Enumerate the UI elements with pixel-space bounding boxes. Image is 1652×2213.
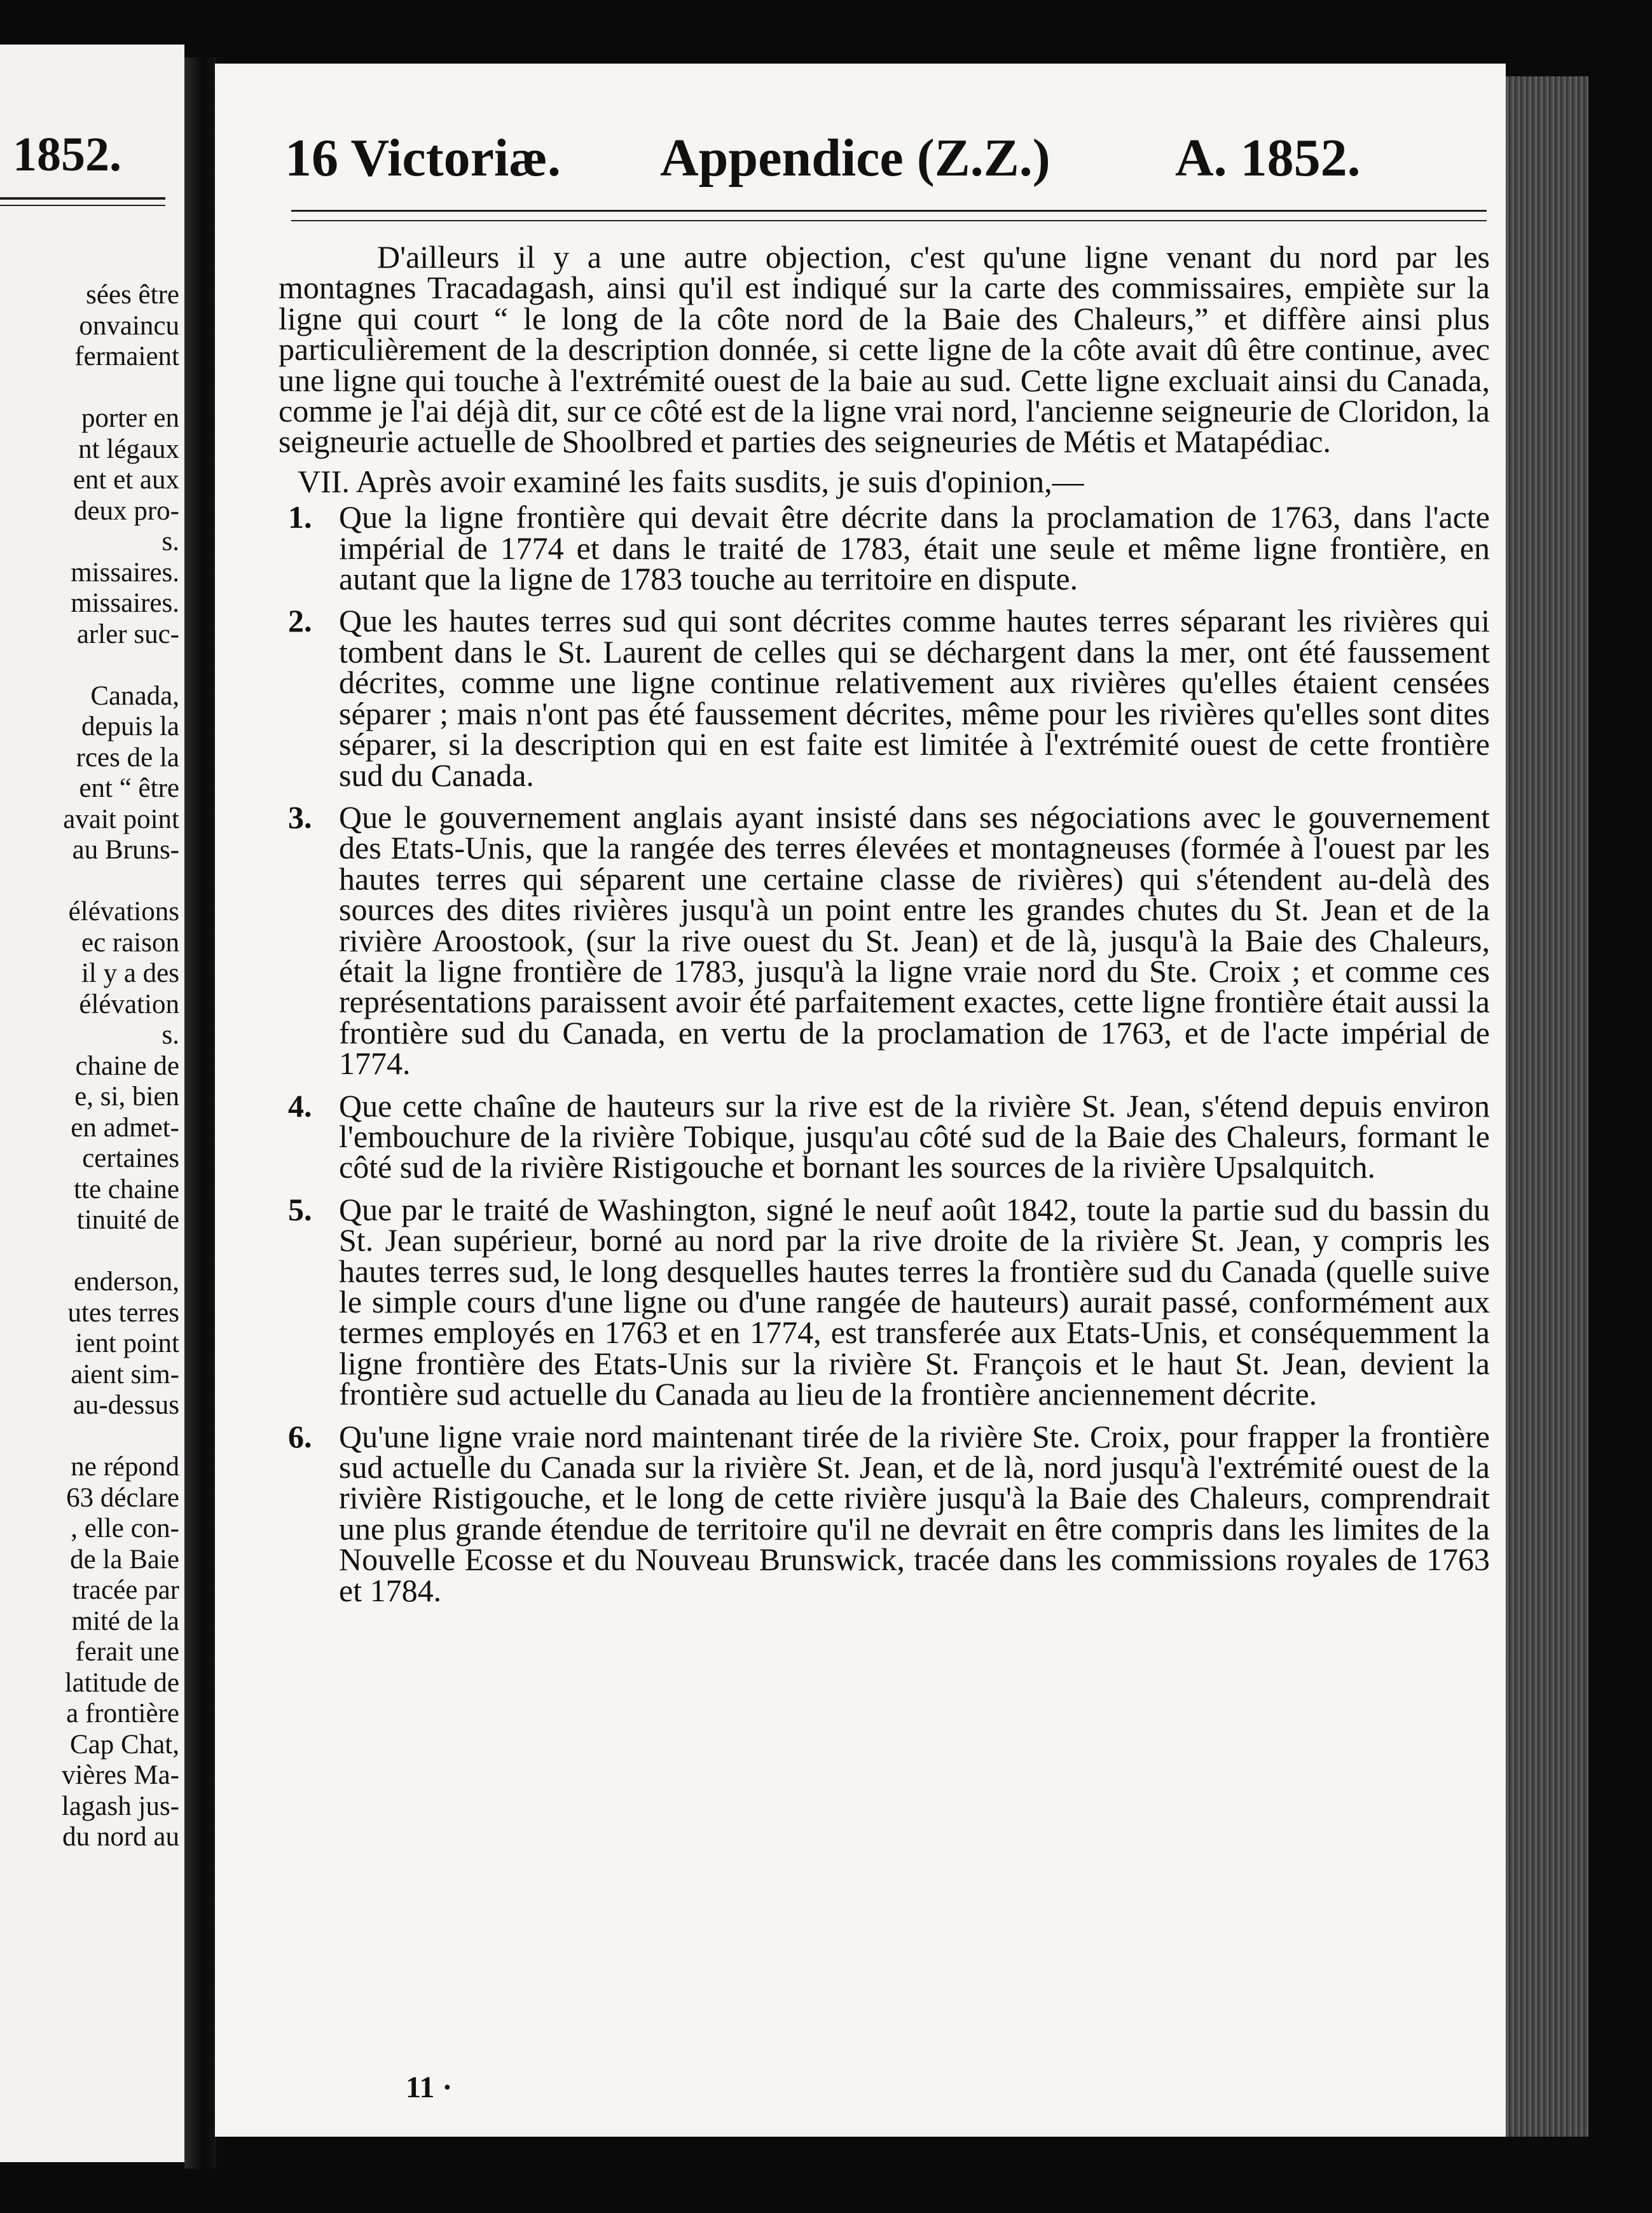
left-page-line: au Bruns- xyxy=(72,835,179,865)
left-page-line: 63 déclare xyxy=(66,1482,179,1513)
opinion-item-number: 3. xyxy=(288,799,312,835)
opinion-item xyxy=(279,799,1490,1082)
book-gutter xyxy=(184,57,216,2168)
left-page-line: ec raison xyxy=(81,927,179,958)
left-page-line: du nord au xyxy=(62,1822,179,1852)
left-page-line: deux pro- xyxy=(74,495,179,526)
left-page-line: a frontière xyxy=(66,1699,179,1728)
opinion-item xyxy=(279,603,1490,793)
left-page-line xyxy=(0,1421,179,1452)
left-page-line: mité de la xyxy=(71,1606,179,1636)
left-page-line: utes terres xyxy=(67,1297,179,1328)
opinion-item-number: 4. xyxy=(288,1087,312,1124)
opinion-item-text: Qu'une ligne vraie nord maintenant tirée de la rivière Ste. Croix, pour frapper la frontière sud actuelle du Canada sur la rivière St. Jean, et de là, nord jusqu'à l'extrémité ouest de la rivière Ristigouche, et le long de cette rivière jusqu'à la Baie des Chaleurs, comprendrait une plus grande étendue de territoire qu'il ne devrait en être compris dans les limites de la Nouvelle Ecosse et du Nouveau Brunswick, tracée dans les commissions royales de 1763 et 1784. xyxy=(339,1418,1490,1608)
left-page-line: onvaincu xyxy=(79,310,179,341)
signature-mark: 11 · xyxy=(406,2071,453,2104)
left-page-line: lagash jus- xyxy=(61,1791,179,1821)
opinion-item-number: 2. xyxy=(288,603,312,639)
left-facing-page xyxy=(0,45,184,2162)
left-page-line: aient sim- xyxy=(71,1359,179,1389)
left-header-rule-thin xyxy=(0,205,165,206)
left-page-line: depuis la xyxy=(81,712,179,741)
left-page-line: tinuité de xyxy=(76,1205,179,1235)
left-page-line: certaines xyxy=(82,1143,179,1173)
opinion-item-text: Que la ligne frontière qui devait être décrite dans la proclamation de 1763, dans l'acte impérial de 1774 et dans le traité de 1783, était une seule et même ligne frontière, en autant que la ligne de 1783 touche au territoire en dispute. xyxy=(339,499,1490,597)
left-page-line: Canada, xyxy=(90,680,179,711)
intro-paragraph: D'ailleurs il y a une autre objection, c'est qu'une ligne venant du nord par les montagnes Tracadagash, ainsi qu'il est indiqué sur la carte des commissaires, empiète sur la ligne qui court “ le long de la côte nord de la Baie des Chaleurs,” et diffère ainsi plus particulièrement de la description donnée, si cette ligne de la côte avait dû être continue, avec une ligne qui touche à l'extrémité ouest de la baie au sud. Cette ligne excluait ainsi du Canada, comme je l'ai déjà dit, sur ce côté est de la ligne vrai nord, l'ancienne seigneurie de Cloridon, la seigneurie actuelle de Shoolbred et parties des seigneuries de Métis et Matapédiac. xyxy=(279,239,1490,460)
left-header-rule xyxy=(0,197,165,200)
left-page-line: e, si, bien xyxy=(74,1082,179,1112)
opinion-list xyxy=(279,499,1490,1608)
left-page-line: latitude de xyxy=(64,1667,179,1698)
left-page-line: tracée par xyxy=(72,1575,179,1605)
left-page-line xyxy=(0,650,179,681)
page-body xyxy=(279,239,1490,1617)
opinion-item xyxy=(279,1191,1490,1412)
left-page-year: 1852. xyxy=(13,128,121,181)
left-page-line: , elle con- xyxy=(71,1513,179,1543)
running-head-year: A. 1852. xyxy=(1175,128,1361,188)
header-rule xyxy=(291,210,1487,212)
left-page-line: tte chaine xyxy=(74,1174,179,1204)
left-page-line: fermaient xyxy=(74,341,179,371)
left-page-line: en admet- xyxy=(71,1112,179,1143)
header-rule-thin xyxy=(291,220,1487,221)
running-head-appendix: Appendice (Z.Z.) xyxy=(660,128,1050,188)
left-page-line: enderson, xyxy=(74,1267,179,1297)
left-page-line: ne répond xyxy=(71,1452,179,1482)
left-page-line: ferait une xyxy=(75,1637,179,1667)
left-page-line: Cap Chat, xyxy=(70,1729,179,1760)
page-block-edge xyxy=(1506,76,1588,2137)
running-head-session: 16 Victoriæ. xyxy=(285,128,561,188)
left-page-line: ent “ être xyxy=(79,773,179,803)
left-page-line: vières Ma- xyxy=(61,1760,179,1790)
left-page-line: missaires. xyxy=(71,588,179,618)
left-page-line: ent et aux xyxy=(72,465,179,495)
left-page-line: s. xyxy=(162,1020,179,1050)
opinion-item-text: Que cette chaîne de hauteurs sur la rive est de la rivière St. Jean, s'étend depuis environ l'embouchure de la rivière Tobique, jusqu'au côté sud de la Baie des Chaleurs, formant le côté sud de la rivière Ristigouche et bornant les sources de la rivière Upsalquitch. xyxy=(339,1087,1490,1185)
left-page-line: rces de la xyxy=(76,742,179,773)
left-page-line: s. xyxy=(162,527,179,556)
left-page-line: élévations xyxy=(68,897,179,927)
opinion-item-number: 1. xyxy=(288,499,312,535)
left-page-line: élévation xyxy=(79,989,179,1019)
left-page-line: de la Baie xyxy=(70,1544,179,1575)
section-heading: VII. Après avoir examiné les faits susdits, je suis d'opinion,— xyxy=(298,463,1084,499)
opinion-item xyxy=(279,1418,1490,1608)
opinion-item-text: Que par le traité de Washington, signé le neuf août 1842, toute la partie sud du bassin du St. Jean supérieur, borné au nord par la rive droite de la rivière St. Jean, y compris les hautes terres sud, le long desquelles hautes terres la frontière sud du Canada (quelle suive le simple cours d'une ligne ou d'une rangée de hauteurs) aurait passé, conformément aux termes employés en 1763 et en 1774, est transferée aux Etats-Unis, et conséquemment la ligne frontière des Etats-Unis sur la rivière St. François et le haut St. Jean, devient la frontière sud actuelle du Canada au lieu de la frontière anciennement décrite. xyxy=(339,1191,1490,1412)
left-page-line: ient point xyxy=(75,1328,179,1358)
left-page-line: chaine de xyxy=(75,1051,179,1081)
opinion-item-text: Que le gouvernement anglais ayant insisté dans ses négociations avec le gouvernement des Etats-Unis, que la rangée des terres élevées et montagneuses (formée à l'ouest par les hautes terres qui séparent une certaine classe de rivières) qui s'étendent au-delà des sources des dites rivières jusqu'à un point entre les grandes chutes du St. Jean et de la rivière Aroostook, (sur la rive ouest du St. Jean) et de là, jusqu'à la Baie des Chaleurs, était la ligne frontière de 1783, jusqu'à la ligne vraie nord du Ste. Croix ; et comme ces représentations paraissent avoir été parfaitement exactes, cette ligne frontière était aussi la frontière sud du Canada, en vertu de la proclamation de 1763, et de l'acte impérial de 1774. xyxy=(339,799,1490,1082)
opinion-item-text: Que les hautes terres sud qui sont décrites comme hautes terres séparant les rivières qui tombent dans le St. Laurent de celles qui se déchargent dans la mer, ont été faussement décrites, comme une ligne continue relativement aux rivières qu'elles étaient censées séparer ; mais n'ont pas été faussement décrites, même pour les rivières qu'elles sont dites séparer, si la description qui en est faite est limitée à l'extrémité ouest de cette frontière sud du Canada. xyxy=(339,603,1490,793)
left-page-text-fragments xyxy=(0,280,179,1853)
right-page xyxy=(215,64,1506,2137)
left-page-line: avait point xyxy=(63,804,179,834)
left-page-line: sées être xyxy=(86,280,179,310)
left-page-line: porter en xyxy=(81,403,179,433)
left-page-line: il y a des xyxy=(81,958,179,988)
left-page-line: missaires. xyxy=(71,557,179,588)
opinion-item-number: 5. xyxy=(288,1191,312,1227)
left-page-line: arler suc- xyxy=(76,619,179,649)
left-page-line: au-dessus xyxy=(72,1390,179,1420)
opinion-item-number: 6. xyxy=(288,1418,312,1454)
opinion-item xyxy=(279,1087,1490,1185)
left-page-line xyxy=(0,1236,179,1267)
left-page-line: nt légaux xyxy=(78,434,179,464)
left-page-line xyxy=(0,866,179,897)
opinion-item xyxy=(279,499,1490,597)
left-page-line xyxy=(0,373,179,404)
